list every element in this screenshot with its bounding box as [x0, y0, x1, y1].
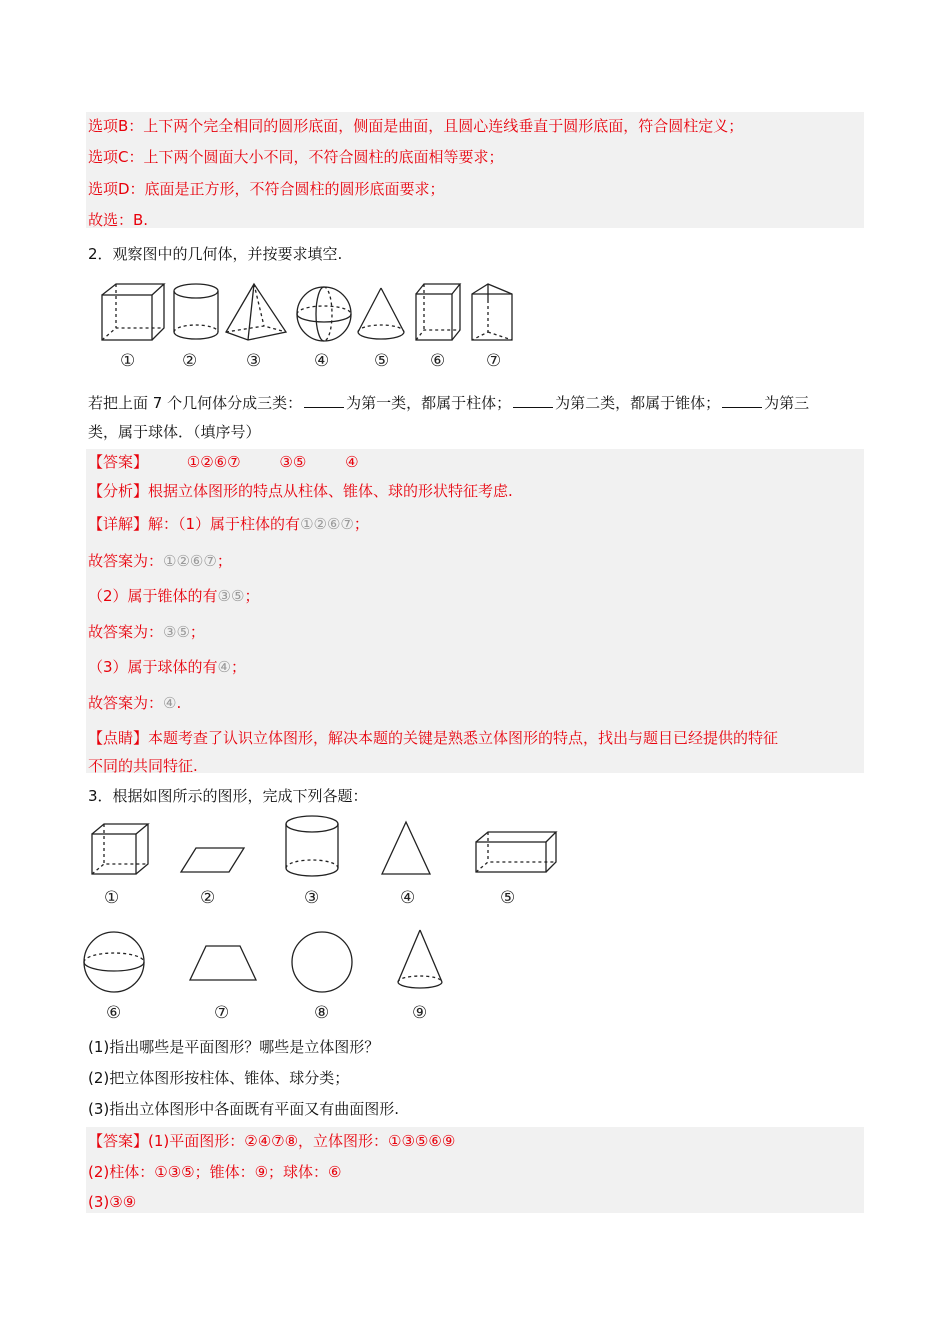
q3-label-5: ⑤ — [500, 888, 516, 908]
q3-label-6: ⑥ — [106, 1003, 122, 1023]
triangular-prism-shape — [472, 284, 512, 340]
q3-label-1: ① — [104, 888, 120, 908]
q3-label-9: ⑨ — [412, 1003, 428, 1023]
q2-answer-1: 故答案为：①②⑥⑦； — [88, 552, 232, 570]
q3-answer-1: 【答案】(1)平面图形：②④⑦⑧，立体图形：①③⑤⑥⑨ — [88, 1132, 456, 1150]
square-prism-shape — [416, 284, 460, 340]
q2-comment-line-1: 【点睛】本题考查了认识立体图形，解决本题的关键是熟悉立体图形的特点，找出与题目已经提供的特征 — [88, 729, 779, 747]
cylinder-shape — [174, 284, 218, 339]
q2-detail-2: （2）属于锥体的有③⑤； — [88, 587, 260, 605]
q2-label-1: ① — [120, 351, 136, 371]
blank-1 — [304, 393, 344, 408]
q2-label-3: ③ — [246, 351, 262, 371]
blank-3 — [722, 393, 762, 408]
q2-solids-figure — [96, 280, 526, 380]
q1-conclusion: 故选：B. — [88, 211, 149, 229]
triangle-shape — [382, 822, 430, 874]
option-c-text: 选项C：上下两个圆面大小不同，不符合圆柱的底面相等要求； — [88, 148, 504, 166]
q2-question-line-2: 类，属于球体．（填序号） — [88, 423, 261, 441]
trapezoid-shape — [190, 946, 256, 980]
q3-sub-3: (3)指出立体图形中各面既有平面又有曲面图形. — [88, 1100, 400, 1118]
circle-shape — [292, 932, 352, 992]
q2-answer-2: 故答案为：③⑤； — [88, 623, 205, 641]
cone-shape — [398, 930, 442, 988]
parallelogram-shape — [181, 848, 244, 872]
q3-label-8: ⑧ — [314, 1003, 330, 1023]
cone-shape — [358, 288, 404, 339]
q3-title: 3．根据如图所示的图形，完成下列各题： — [88, 787, 368, 805]
cylinder-shape — [286, 816, 338, 876]
cuboid-shape — [476, 832, 556, 872]
blank-2 — [513, 393, 553, 408]
cube-shape — [92, 824, 148, 874]
pyramid-shape — [226, 284, 286, 340]
q3-answer-2: (2)柱体：①③⑤；锥体：⑨；球体：⑥ — [88, 1163, 342, 1181]
q2-comment-line-2: 不同的共同特征. — [88, 757, 198, 775]
q3-label-3: ③ — [304, 888, 320, 908]
q2-label-2: ② — [182, 351, 198, 371]
q3-label-7: ⑦ — [214, 1003, 230, 1023]
q2-label-4: ④ — [314, 351, 330, 371]
q2-question-line-1: 若把上面 7 个几何体分成三类： 为第一类，都属于柱体； 为第二类，都属于锥体； 为第三 — [88, 394, 810, 412]
q3-label-4: ④ — [400, 888, 416, 908]
sphere-shape — [84, 932, 144, 992]
sphere-shape — [297, 287, 351, 341]
q2-label-5: ⑤ — [374, 351, 390, 371]
q2-detail-1: 【详解】解：（1）属于柱体的有①②⑥⑦； — [88, 515, 369, 533]
q3-sub-1: (1)指出哪些是平面图形？哪些是立体图形？ — [88, 1038, 380, 1056]
q2-label-7: ⑦ — [486, 351, 502, 371]
option-b-text: 选项B：上下两个完全相同的圆形底面，侧面是曲面，且圆心连线垂直于圆形底面，符合圆柱定义； — [88, 117, 744, 135]
q3-sub-2: (2)把立体图形按柱体、锥体、球分类； — [88, 1069, 350, 1087]
q3-answer-3: (3)③⑨ — [88, 1193, 137, 1211]
q3-label-2: ② — [200, 888, 216, 908]
q3-shapes-figure — [84, 812, 564, 1022]
option-d-text: 选项D：底面是正方形，不符合圆柱的圆形底面要求； — [88, 180, 445, 198]
q2-label-6: ⑥ — [430, 351, 446, 371]
q2-answer: 【答案】 ①②⑥⑦ ③⑤ ④ — [88, 453, 359, 471]
q2-answer-3: 故答案为：④. — [88, 694, 182, 712]
q2-detail-3: （3）属于球体的有④； — [88, 658, 247, 676]
cube-shape — [102, 284, 164, 340]
q2-analysis: 【分析】根据立体图形的特点从柱体、锥体、球的形状特征考虑. — [88, 482, 513, 500]
q2-title: 2．观察图中的几何体，并按要求填空. — [88, 245, 343, 263]
